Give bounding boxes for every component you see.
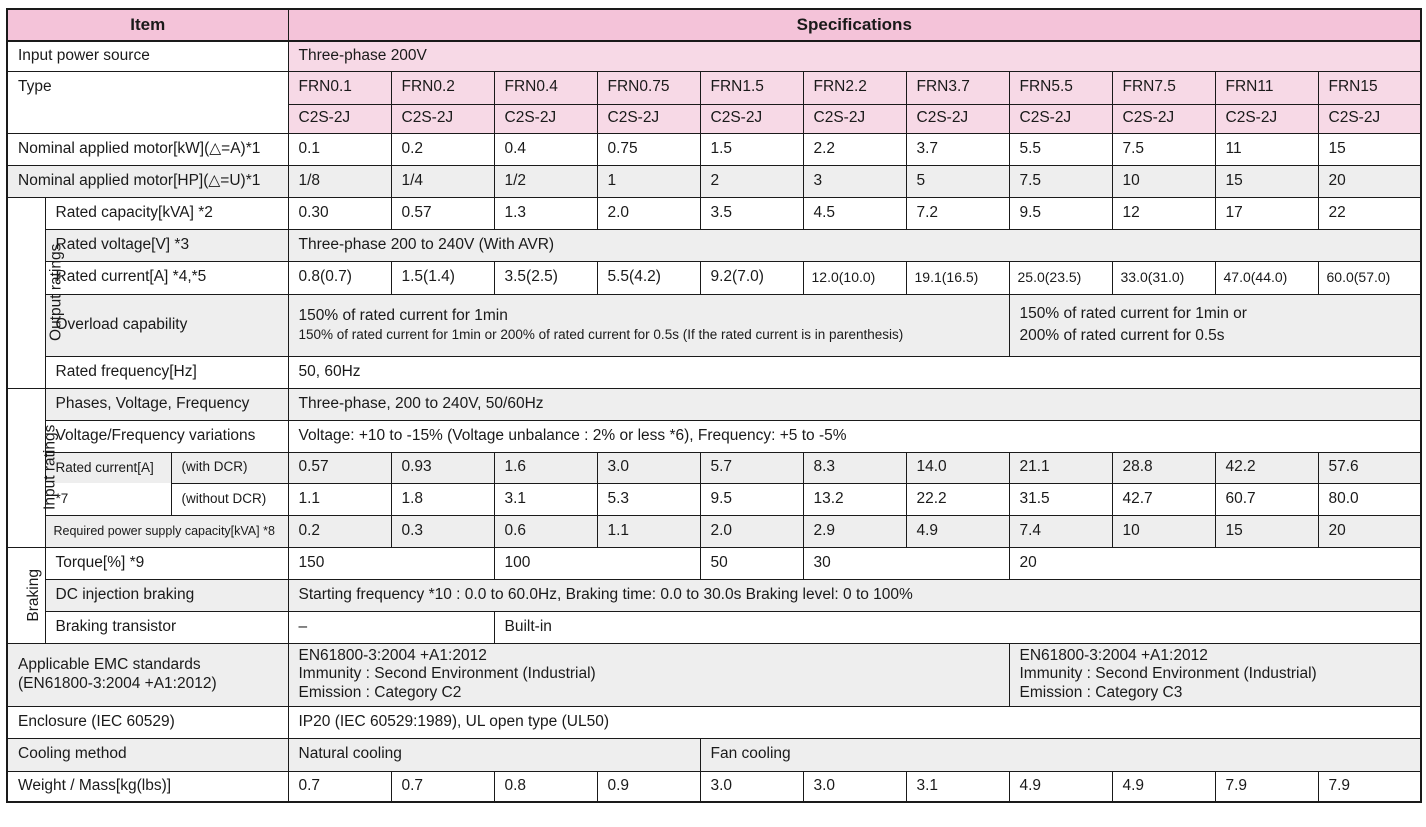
rated-voltage-row: [7, 229, 1421, 261]
emc-row: [7, 643, 1421, 706]
type-model: FRN0.1: [288, 71, 391, 104]
overload-right: [1009, 294, 1421, 356]
type-model: FRN0.4: [494, 71, 597, 104]
type-model: FRN11: [1215, 71, 1318, 104]
type-suffix: C2S-2J: [391, 104, 494, 133]
dc-injection-value: Starting frequency *10 : 0.0 to 60.0Hz, Braking time: 0.0 to 30.0s Braking level: 0 to 100%: [288, 579, 1421, 611]
rated-current-value: 33.0(31.0): [1112, 261, 1215, 294]
supply-capacity-value: 0.2: [288, 515, 391, 547]
rated-capacity-value: 22: [1318, 197, 1421, 229]
motor-kw-value: 15: [1318, 133, 1421, 165]
emc-right-value: EN61800-3:2004 +A1:2012 Immunity : Second Environment (Industrial) Emission : Category C3: [1009, 643, 1421, 706]
rated-frequency-label: Rated frequency[Hz]: [45, 356, 288, 388]
type-suffix: C2S-2J: [494, 104, 597, 133]
weight-value: 7.9: [1215, 771, 1318, 802]
rated-current-label: Rated current[A] *4,*5: [45, 261, 288, 294]
without-dcr-value: 9.5: [700, 483, 803, 515]
torque-value: 100: [494, 547, 700, 579]
type-model: FRN15: [1318, 71, 1421, 104]
motor-hp-value: 20: [1318, 165, 1421, 197]
transistor-row: [7, 611, 1421, 643]
weight-value: 0.7: [391, 771, 494, 802]
motor-kw-value: 11: [1215, 133, 1318, 165]
specifications-header: Specifications: [288, 9, 1421, 41]
phases-label: Phases, Voltage, Frequency: [45, 388, 288, 420]
supply-capacity-label: Required power supply capacity[kVA] *8: [45, 515, 288, 547]
torque-value: 20: [1009, 547, 1421, 579]
type-model: FRN0.75: [597, 71, 700, 104]
rated-capacity-value: 9.5: [1009, 197, 1112, 229]
dc-injection-label: DC injection braking: [45, 579, 288, 611]
supply-capacity-value: 2.9: [803, 515, 906, 547]
with-dcr-value: 8.3: [803, 452, 906, 483]
without-dcr-value: 60.7: [1215, 483, 1318, 515]
rated-capacity-row: [7, 197, 1421, 229]
item-header: Item: [7, 9, 288, 41]
motor-hp-value: 2: [700, 165, 803, 197]
weight-row: [7, 771, 1421, 802]
without-dcr-label: (without DCR): [171, 483, 288, 515]
with-dcr-value: 0.57: [288, 452, 391, 483]
motor-kw-value: 0.4: [494, 133, 597, 165]
input-power-source-value: Three-phase 200V: [288, 41, 1421, 71]
input-power-source-label: Input power source: [7, 41, 288, 71]
supply-capacity-value: 2.0: [700, 515, 803, 547]
with-dcr-value: 21.1: [1009, 452, 1112, 483]
weight-value: 7.9: [1318, 771, 1421, 802]
motor-hp-value: 1/8: [288, 165, 391, 197]
rated-voltage-value: Three-phase 200 to 240V (With AVR): [288, 229, 1421, 261]
input-rated-current-note: *7: [45, 483, 171, 515]
rated-current-row: [7, 261, 1421, 294]
supply-capacity-value: 4.9: [906, 515, 1009, 547]
without-dcr-value: 22.2: [906, 483, 1009, 515]
type-suffix: C2S-2J: [906, 104, 1009, 133]
without-dcr-value: 13.2: [803, 483, 906, 515]
type-suffix: C2S-2J: [597, 104, 700, 133]
motor-kw-value: 0.1: [288, 133, 391, 165]
motor-kw-value: 1.5: [700, 133, 803, 165]
type-model: FRN7.5: [1112, 71, 1215, 104]
weight-label: Weight / Mass[kg(lbs)]: [7, 771, 288, 802]
transistor-value: Built-in: [494, 611, 1421, 643]
with-dcr-value: 28.8: [1112, 452, 1215, 483]
motor-hp-value: 7.5: [1009, 165, 1112, 197]
motor-hp-value: 5: [906, 165, 1009, 197]
motor-hp-value: 15: [1215, 165, 1318, 197]
rated-frequency-row: [7, 356, 1421, 388]
transistor-label: Braking transistor: [45, 611, 288, 643]
rated-capacity-value: 0.57: [391, 197, 494, 229]
with-dcr-value: 57.6: [1318, 452, 1421, 483]
rated-current-value: 1.5(1.4): [391, 261, 494, 294]
motor-kw-value: 7.5: [1112, 133, 1215, 165]
variations-row: [7, 420, 1421, 452]
weight-value: 4.9: [1009, 771, 1112, 802]
type-suffix: C2S-2J: [288, 104, 391, 133]
supply-capacity-value: 7.4: [1009, 515, 1112, 547]
specifications-table: [6, 8, 1422, 803]
rated-frequency-value: 50, 60Hz: [288, 356, 1421, 388]
rated-current-value: 0.8(0.7): [288, 261, 391, 294]
cooling-label: Cooling method: [7, 738, 288, 771]
with-dcr-value: 42.2: [1215, 452, 1318, 483]
supply-capacity-row: [7, 515, 1421, 547]
without-dcr-value: 5.3: [597, 483, 700, 515]
without-dcr-value: 80.0: [1318, 483, 1421, 515]
variations-label: Voltage/Frequency variations: [45, 420, 288, 452]
emc-left-value: EN61800-3:2004 +A1:2012 Immunity : Second Environment (Industrial) Emission : Category C2: [288, 643, 1009, 706]
motor-kw-value: 5.5: [1009, 133, 1112, 165]
rated-voltage-label: Rated voltage[V] *3: [45, 229, 288, 261]
rated-capacity-value: 3.5: [700, 197, 803, 229]
motor-kw-value: 2.2: [803, 133, 906, 165]
type-suffix: C2S-2J: [1318, 104, 1421, 133]
rated-current-value: 19.1(16.5): [906, 261, 1009, 294]
without-dcr-value: 1.1: [288, 483, 391, 515]
supply-capacity-value: 10: [1112, 515, 1215, 547]
motor-hp-value: 1: [597, 165, 700, 197]
with-dcr-value: 0.93: [391, 452, 494, 483]
with-dcr-value: 1.6: [494, 452, 597, 483]
type-suffix: C2S-2J: [1112, 104, 1215, 133]
header-row: [7, 9, 1421, 41]
rated-capacity-value: 12: [1112, 197, 1215, 229]
torque-value: 50: [700, 547, 803, 579]
torque-value: 30: [803, 547, 1009, 579]
supply-capacity-value: 1.1: [597, 515, 700, 547]
type-model: FRN5.5: [1009, 71, 1112, 104]
weight-value: 0.9: [597, 771, 700, 802]
supply-capacity-value: 0.6: [494, 515, 597, 547]
spec-table-wrapper: [6, 8, 1422, 803]
type-suffix: C2S-2J: [1215, 104, 1318, 133]
type-model: FRN1.5: [700, 71, 803, 104]
motor-kw-row: [7, 133, 1421, 165]
motor-kw-value: 0.75: [597, 133, 700, 165]
rated-current-value: 9.2(7.0): [700, 261, 803, 294]
rated-current-value: 5.5(4.2): [597, 261, 700, 294]
overload-right-line1: 150% of rated current for 1min or: [1019, 304, 1247, 322]
enclosure-row: [7, 706, 1421, 738]
input-power-source-row: [7, 41, 1421, 71]
type-suffix: C2S-2J: [700, 104, 803, 133]
type-model: FRN2.2: [803, 71, 906, 104]
dc-injection-row: [7, 579, 1421, 611]
braking-label: Braking: [24, 568, 42, 622]
rated-current-value: 47.0(44.0): [1215, 261, 1318, 294]
rated-capacity-label: Rated capacity[kVA] *2: [45, 197, 288, 229]
emc-label: Applicable EMC standards (EN61800-3:2004 +A1:2012): [7, 643, 288, 706]
braking-group: [7, 547, 45, 643]
rated-current-value: 60.0(57.0): [1318, 261, 1421, 294]
motor-hp-row: [7, 165, 1421, 197]
overload-left: [288, 294, 1009, 356]
type-suffix: C2S-2J: [803, 104, 906, 133]
torque-value: 150: [288, 547, 494, 579]
rated-current-value: 25.0(23.5): [1009, 261, 1112, 294]
type-suffix: C2S-2J: [1009, 104, 1112, 133]
weight-value: 3.0: [700, 771, 803, 802]
without-dcr-row: [7, 483, 1421, 515]
motor-hp-value: 10: [1112, 165, 1215, 197]
overload-label: Overload capability: [45, 294, 288, 356]
type-model: FRN3.7: [906, 71, 1009, 104]
motor-kw-value: 3.7: [906, 133, 1009, 165]
motor-hp-value: 1/2: [494, 165, 597, 197]
transistor-value: –: [288, 611, 494, 643]
without-dcr-value: 31.5: [1009, 483, 1112, 515]
output-ratings-group: [7, 197, 65, 388]
weight-value: 3.0: [803, 771, 906, 802]
cooling-value: Natural cooling: [288, 738, 700, 771]
with-dcr-value: 14.0: [906, 452, 1009, 483]
torque-row: [7, 547, 1421, 579]
type-label: Type: [7, 71, 288, 133]
with-dcr-label: (with DCR): [171, 452, 288, 483]
without-dcr-value: 3.1: [494, 483, 597, 515]
overload-left-line1: 150% of rated current for 1min: [298, 306, 508, 324]
rated-capacity-value: 4.5: [803, 197, 906, 229]
cooling-row: [7, 738, 1421, 771]
rated-capacity-value: 1.3: [494, 197, 597, 229]
rated-current-value: 3.5(2.5): [494, 261, 597, 294]
rated-capacity-value: 7.2: [906, 197, 1009, 229]
variations-value: Voltage: +10 to -15% (Voltage unbalance : 2% or less *6), Frequency: +5 to -5%: [288, 420, 1421, 452]
rated-current-value: 12.0(10.0): [803, 261, 906, 294]
overload-row: [7, 294, 1421, 356]
motor-hp-value: 1/4: [391, 165, 494, 197]
enclosure-label: Enclosure (IEC 60529): [7, 706, 288, 738]
rated-capacity-value: 2.0: [597, 197, 700, 229]
overload-right-line2: 200% of rated current for 0.5s: [1019, 326, 1225, 344]
supply-capacity-value: 20: [1318, 515, 1421, 547]
cooling-value: Fan cooling: [700, 738, 1421, 771]
supply-capacity-value: 15: [1215, 515, 1318, 547]
weight-value: 0.8: [494, 771, 597, 802]
supply-capacity-value: 0.3: [391, 515, 494, 547]
enclosure-value: IP20 (IEC 60529:1989), UL open type (UL50): [288, 706, 1421, 738]
rated-capacity-value: 17: [1215, 197, 1318, 229]
input-ratings-label: Input ratings: [41, 424, 59, 511]
weight-value: 4.9: [1112, 771, 1215, 802]
motor-kw-label: Nominal applied motor[kW](△=A)*1: [7, 133, 288, 165]
output-ratings-label: Output ratings: [47, 243, 65, 342]
with-dcr-value: 5.7: [700, 452, 803, 483]
weight-value: 0.7: [288, 771, 391, 802]
input-rated-current-label: Rated current[A]: [45, 452, 171, 483]
weight-value: 3.1: [906, 771, 1009, 802]
without-dcr-value: 1.8: [391, 483, 494, 515]
with-dcr-row: [7, 452, 1421, 483]
with-dcr-value: 3.0: [597, 452, 700, 483]
rated-capacity-value: 0.30: [288, 197, 391, 229]
motor-hp-value: 3: [803, 165, 906, 197]
motor-hp-label: Nominal applied motor[HP](△=U)*1: [7, 165, 288, 197]
phases-value: Three-phase, 200 to 240V, 50/60Hz: [288, 388, 1421, 420]
overload-left-line2: 150% of rated current for 1min or 200% of rated current for 0.5s (If the rated current is in parenthesis): [298, 327, 904, 343]
type-model-row: [7, 71, 1421, 104]
torque-label: Torque[%] *9: [45, 547, 288, 579]
without-dcr-value: 42.7: [1112, 483, 1215, 515]
motor-kw-value: 0.2: [391, 133, 494, 165]
phases-row: [7, 388, 1421, 420]
input-ratings-group: [7, 388, 59, 547]
type-model: FRN0.2: [391, 71, 494, 104]
